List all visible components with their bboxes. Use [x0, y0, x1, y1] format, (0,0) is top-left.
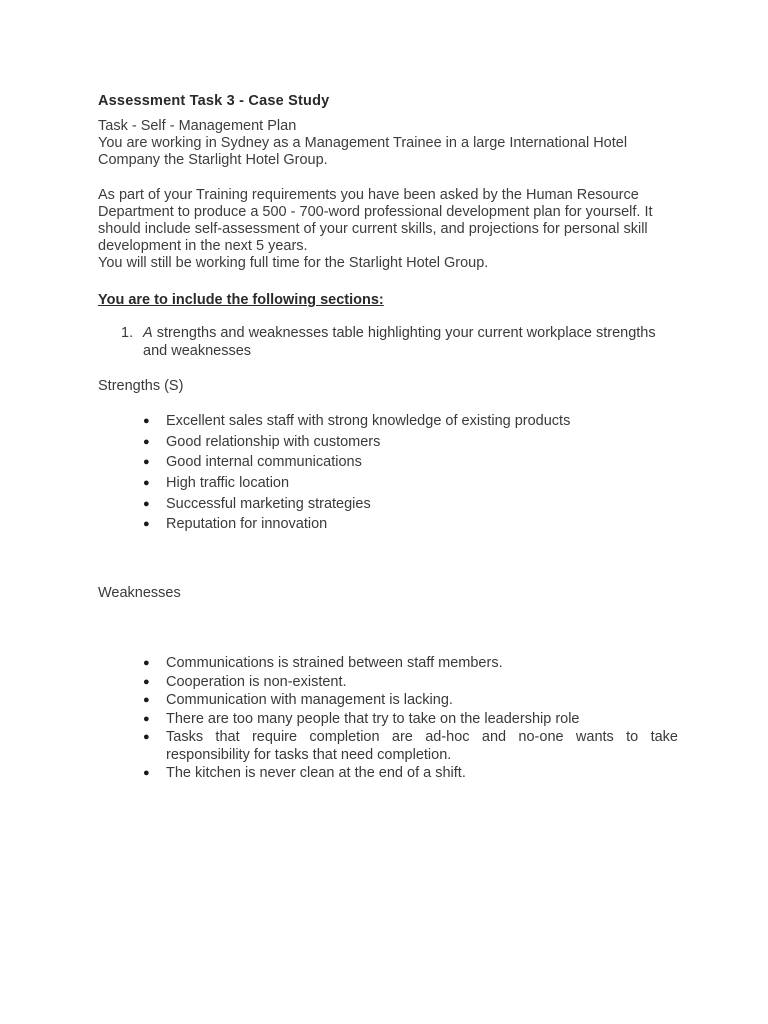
task-subtitle: Task - Self - Management Plan — [98, 118, 297, 134]
weakness-text: Communication with management is lacking. — [166, 692, 453, 708]
strength-text: Good internal communications — [166, 454, 362, 471]
requirements-line: should include self-assessment of your current skills, and projections for personal skill — [98, 221, 648, 237]
bullet-icon: ● — [143, 518, 150, 531]
strength-text: Excellent sales staff with strong knowledge of existing products — [166, 413, 571, 429]
italic-lead: A — [143, 325, 153, 341]
requirements-line: You will still be working full time for the Starlight Hotel Group. — [98, 255, 489, 271]
sections-heading: You are to include the following sections: — [98, 292, 384, 308]
weakness-text: The kitchen is never clean at the end of a shift. — [166, 765, 466, 781]
numbered-item-text — [143, 325, 683, 360]
bullet-icon: ● — [143, 477, 150, 490]
list-item — [140, 673, 678, 692]
bullet-icon: ● — [143, 456, 150, 469]
weakness-text: Cooperation is non-existent. — [166, 673, 347, 690]
list-item — [140, 494, 678, 515]
strength-text: High traffic location — [166, 475, 290, 492]
bullet-icon: ● — [143, 497, 150, 510]
strengths-list — [140, 411, 678, 535]
list-item — [140, 654, 678, 673]
list-item — [140, 514, 678, 535]
weaknesses-label: Weaknesses — [98, 585, 181, 601]
list-item — [140, 432, 678, 453]
weaknesses-list — [140, 654, 678, 783]
numbered-item-line: strengths and weaknesses table highlighting your current workplace strengths — [152, 325, 656, 341]
bullet-icon: ● — [143, 731, 150, 743]
bullet-icon: ● — [143, 694, 150, 706]
list-item — [140, 710, 678, 729]
requirements-line: Department to produce a 500 - 700-word professional development plan for yourself. It — [98, 204, 653, 220]
intro-paragraph — [98, 118, 678, 169]
weakness-text: Communications is strained between staff members. — [166, 655, 503, 671]
weakness-text: responsibility for tasks that need completion. — [166, 747, 452, 763]
bullet-icon: ● — [143, 435, 150, 448]
bullet-icon: ● — [143, 415, 150, 427]
weakness-text: There are too many people that try to take on the leadership role — [166, 710, 580, 727]
numbered-item-line: and weaknesses — [143, 342, 252, 359]
list-item — [140, 728, 678, 764]
list-item — [140, 411, 678, 432]
list-item — [140, 473, 678, 494]
bullet-icon: ● — [143, 657, 150, 669]
bullet-icon: ● — [143, 712, 150, 725]
bullet-icon: ● — [143, 675, 150, 688]
intro-line: Company the Starlight Hotel Group. — [98, 152, 328, 168]
requirements-line: As part of your Training requirements you have been asked by the Human Resource — [98, 187, 639, 203]
bullet-icon: ● — [143, 767, 150, 779]
list-number: 1. — [121, 325, 134, 341]
strength-text: Reputation for innovation — [166, 516, 328, 533]
strength-text: Successful marketing strategies — [166, 495, 371, 512]
strength-text: Good relationship with customers — [166, 433, 381, 450]
strengths-label: Strengths (S) — [98, 378, 184, 394]
requirements-line: development in the next 5 years. — [98, 238, 308, 254]
list-item — [140, 452, 678, 473]
document-title: Assessment Task 3 - Case Study — [98, 93, 330, 109]
requirements-paragraph — [98, 187, 678, 272]
list-item — [140, 764, 678, 783]
intro-line: You are working in Sydney as a Management Trainee in a large International Hotel — [98, 135, 628, 151]
weakness-text: Tasks that require completion are ad-hoc and no-one wants to take — [166, 729, 678, 745]
list-item — [140, 691, 678, 710]
